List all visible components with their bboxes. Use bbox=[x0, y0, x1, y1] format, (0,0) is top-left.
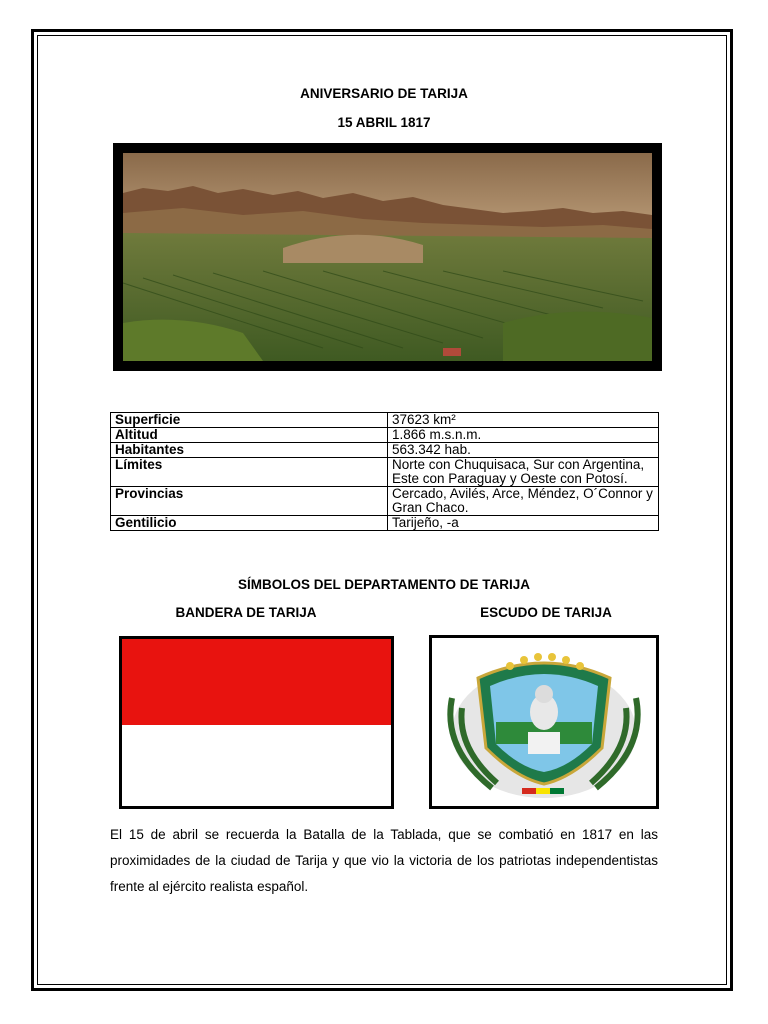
landscape-photo bbox=[123, 153, 652, 361]
symbols-title: SÍMBOLOS DEL DEPARTAMENTO DE TARIJA bbox=[237, 577, 531, 592]
flag-white-stripe bbox=[122, 725, 391, 809]
table-value: Tarijeño, -a bbox=[388, 516, 659, 531]
table-row bbox=[111, 516, 659, 531]
coat-of-arms-icon bbox=[432, 638, 656, 806]
table-value: Norte con Chuquisaca, Sur con Argentina, Este con Paraguay y Oeste con Potosí. bbox=[388, 458, 659, 487]
table-label: Superficie bbox=[111, 413, 388, 428]
table-row bbox=[111, 487, 659, 516]
page-title: ANIVERSARIO DE TARIJA bbox=[300, 86, 468, 101]
tarija-flag bbox=[119, 636, 394, 809]
shield-label: ESCUDO DE TARIJA bbox=[480, 605, 612, 620]
table-value: 37623 km² bbox=[388, 413, 659, 428]
table-value: 1.866 m.s.n.m. bbox=[388, 428, 659, 443]
flag-red-stripe bbox=[122, 639, 391, 725]
table-label: Gentilicio bbox=[111, 516, 388, 531]
table-row bbox=[111, 458, 659, 487]
table-value: 563.342 hab. bbox=[388, 443, 659, 458]
table-row bbox=[111, 413, 659, 428]
table-row bbox=[111, 443, 659, 458]
table-label: Provincias bbox=[111, 487, 388, 516]
tarija-coat-of-arms bbox=[429, 635, 659, 809]
table-label: Habitantes bbox=[111, 443, 388, 458]
table-label: Límites bbox=[111, 458, 388, 487]
table-value: Cercado, Avilés, Arce, Méndez, O´Connor y Gran Chaco. bbox=[388, 487, 659, 516]
table-label: Altitud bbox=[111, 428, 388, 443]
page-date: 15 ABRIL 1817 bbox=[337, 115, 431, 130]
info-table bbox=[110, 412, 659, 531]
description-paragraph: El 15 de abril se recuerda la Batalla de la Tablada, que se combatió en 1817 en las proximidades de la ciudad de Tarija y que vio la victoria de los patriotas independentistas frente al ejército realista español. bbox=[110, 827, 658, 894]
flag-label: BANDERA DE TARIJA bbox=[175, 605, 317, 620]
table-row bbox=[111, 428, 659, 443]
